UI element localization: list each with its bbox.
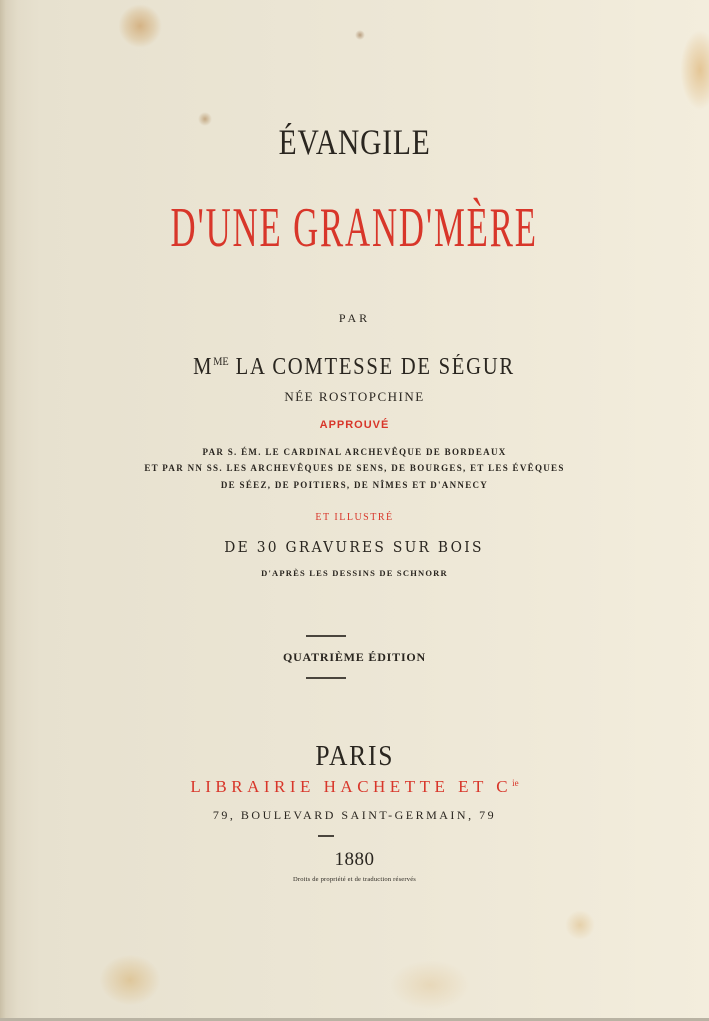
title-evangile: ÉVANGILE bbox=[278, 122, 431, 162]
by-label: PAR bbox=[338, 311, 371, 325]
approval-line-1: PAR S. ÉM. LE CARDINAL ARCHEVÊQUE DE BORDEAUX bbox=[202, 447, 507, 457]
year-line: 1880 bbox=[334, 849, 375, 870]
author-prefix-sup: ME bbox=[213, 354, 230, 368]
illustrated-label: ET ILLUSTRÉ bbox=[315, 512, 394, 523]
publisher-name-sup: ie bbox=[512, 778, 519, 788]
title-line-1 bbox=[0, 121, 709, 163]
publisher-line bbox=[0, 777, 709, 797]
city-text: PARIS bbox=[315, 740, 394, 772]
foxing-stain bbox=[680, 30, 709, 110]
approval-line-2: ET PAR NN SS. LES ARCHEVÊQUES DE SENS, DE BOURGES, ET LES ÉVÊQUES bbox=[144, 463, 565, 473]
divider-rule bbox=[306, 635, 346, 637]
after-drawings-line: D'APRÈS LES DESSINS DE SCHNORR bbox=[261, 568, 448, 578]
engravings-text: DE 30 GRAVURES SUR BOIS bbox=[224, 538, 485, 556]
title-grand-mere: D'UNE GRAND'MÈRE bbox=[170, 197, 539, 259]
foxing-stain bbox=[390, 960, 470, 1010]
author-title: LA COMTESSE DE SÉGUR bbox=[229, 354, 516, 380]
city-line bbox=[0, 740, 709, 773]
publisher-name: LIBRAIRIE HACHETTE ET C bbox=[190, 777, 513, 796]
foxing-stain bbox=[118, 4, 162, 48]
engravings-line bbox=[0, 538, 709, 556]
foxing-stain bbox=[100, 955, 160, 1005]
author-birth-name: NÉE ROSTOPCHINE bbox=[284, 389, 425, 404]
title-line-2 bbox=[0, 196, 709, 260]
address-line: 79, BOULEVARD SAINT-GERMAIN, 79 bbox=[212, 808, 497, 822]
approval-line-3: DE SÉEZ, DE POITIERS, DE NÎMES ET D'ANNECY bbox=[220, 480, 489, 490]
author-name bbox=[0, 354, 709, 381]
rights-notice: Droits de propriété et de traduction réservés bbox=[292, 876, 417, 883]
divider-rule bbox=[318, 835, 334, 837]
author-prefix: M bbox=[193, 354, 214, 380]
approved-label: APPROUVÉ bbox=[319, 419, 390, 431]
divider-rule bbox=[306, 677, 346, 679]
edition-line: QUATRIÈME ÉDITION bbox=[282, 650, 427, 664]
foxing-stain bbox=[565, 910, 595, 940]
foxing-stain bbox=[355, 30, 365, 40]
